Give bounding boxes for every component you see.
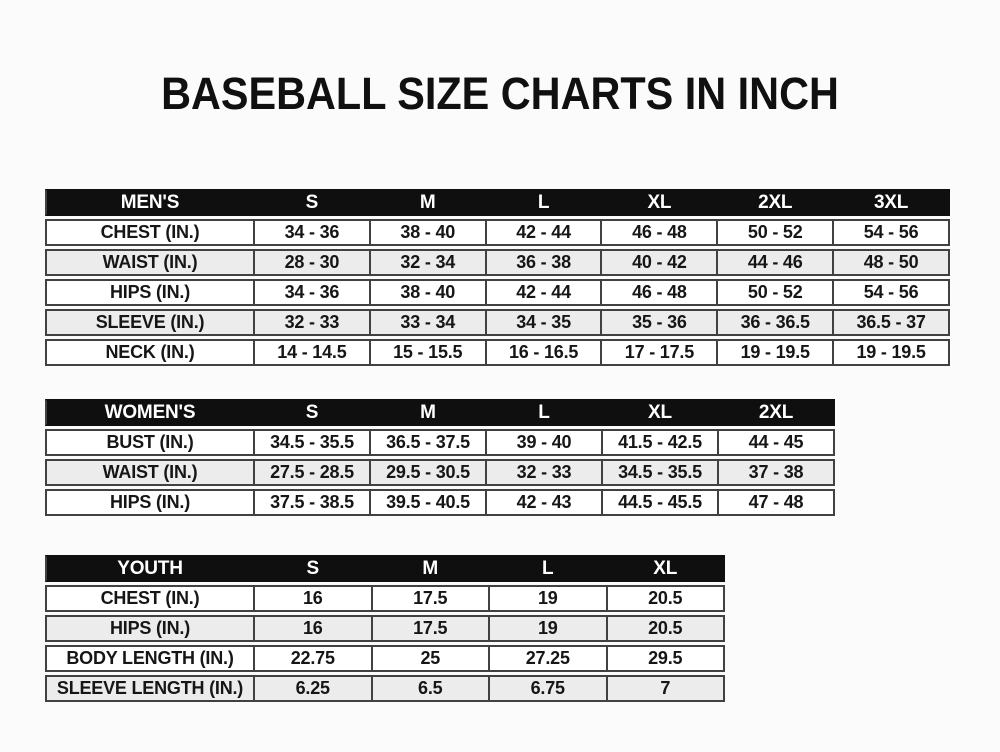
size-value-cell: 48 - 50: [834, 249, 950, 276]
measurement-label-cell: BODY LENGTH (IN.): [45, 645, 255, 672]
measurement-label-cell: SLEEVE LENGTH (IN.): [45, 675, 255, 702]
size-value-cell: 19: [490, 615, 608, 642]
size-value-cell: 6.25: [255, 675, 373, 702]
size-value-cell: 32 - 33: [487, 459, 603, 486]
youth-size-table: [45, 552, 725, 705]
measurement-label-cell: BUST (IN.): [45, 429, 255, 456]
size-value-cell: 38 - 40: [371, 219, 487, 246]
size-value-cell: 20.5: [608, 585, 726, 612]
size-value-cell: 16: [255, 615, 373, 642]
size-value-cell: 6.5: [373, 675, 491, 702]
size-column-header: S: [255, 189, 371, 216]
size-table-header-row: [45, 189, 950, 216]
mens-size-table: [45, 186, 950, 369]
size-value-cell: 34 - 35: [487, 309, 603, 336]
womens-size-table: [45, 396, 835, 519]
size-value-cell: 19 - 19.5: [834, 339, 950, 366]
size-value-cell: 17 - 17.5: [602, 339, 718, 366]
size-value-cell: 35 - 36: [602, 309, 718, 336]
size-column-header: S: [255, 399, 371, 426]
size-column-header: XL: [608, 555, 726, 582]
size-value-cell: 54 - 56: [834, 219, 950, 246]
size-value-cell: 6.75: [490, 675, 608, 702]
size-value-cell: 42 - 43: [487, 489, 603, 516]
size-value-cell: 27.25: [490, 645, 608, 672]
size-value-cell: 42 - 44: [487, 219, 603, 246]
size-value-cell: 25: [373, 645, 491, 672]
measurement-row: [45, 585, 725, 612]
measurement-label-cell: HIPS (IN.): [45, 279, 255, 306]
size-value-cell: 46 - 48: [602, 279, 718, 306]
size-column-header: 2XL: [719, 399, 835, 426]
size-value-cell: 28 - 30: [255, 249, 371, 276]
size-value-cell: 36.5 - 37: [834, 309, 950, 336]
page-title: BASEBALL SIZE CHARTS IN INCH: [161, 68, 839, 119]
size-value-cell: 34.5 - 35.5: [603, 459, 719, 486]
size-value-cell: 54 - 56: [834, 279, 950, 306]
size-column-header: L: [490, 555, 608, 582]
measurement-row: [45, 339, 950, 366]
measurement-label-cell: CHEST (IN.): [45, 585, 255, 612]
size-value-cell: 27.5 - 28.5: [255, 459, 371, 486]
measurement-row: [45, 309, 950, 336]
size-value-cell: 36.5 - 37.5: [371, 429, 487, 456]
size-value-cell: 39 - 40: [487, 429, 603, 456]
size-value-cell: 36 - 38: [487, 249, 603, 276]
size-column-header: L: [487, 399, 603, 426]
measurement-row: [45, 645, 725, 672]
size-value-cell: 38 - 40: [371, 279, 487, 306]
size-value-cell: 7: [608, 675, 726, 702]
table-group-name: YOUTH: [45, 555, 255, 582]
size-value-cell: 47 - 48: [719, 489, 835, 516]
size-table-header-row: [45, 555, 725, 582]
size-column-header: S: [255, 555, 373, 582]
size-table-header-row: [45, 399, 835, 426]
table-group-name: MEN'S: [45, 189, 255, 216]
table-group-name: WOMEN'S: [45, 399, 255, 426]
size-value-cell: 33 - 34: [371, 309, 487, 336]
measurement-row: [45, 675, 725, 702]
measurement-row: [45, 615, 725, 642]
size-value-cell: 17.5: [373, 615, 491, 642]
measurement-label-cell: HIPS (IN.): [45, 489, 255, 516]
size-value-cell: 42 - 44: [487, 279, 603, 306]
size-value-cell: 16 - 16.5: [487, 339, 603, 366]
measurement-row: [45, 429, 835, 456]
size-value-cell: 37.5 - 38.5: [255, 489, 371, 516]
measurement-row: [45, 249, 950, 276]
measurement-label-cell: SLEEVE (IN.): [45, 309, 255, 336]
size-value-cell: 44 - 46: [718, 249, 834, 276]
size-value-cell: 40 - 42: [602, 249, 718, 276]
size-value-cell: 37 - 38: [719, 459, 835, 486]
measurement-label-cell: CHEST (IN.): [45, 219, 255, 246]
size-column-header: XL: [602, 189, 718, 216]
size-value-cell: 19: [490, 585, 608, 612]
size-column-header: M: [371, 189, 487, 216]
measurement-label-cell: HIPS (IN.): [45, 615, 255, 642]
size-value-cell: 22.75: [255, 645, 373, 672]
measurement-row: [45, 279, 950, 306]
size-column-header: XL: [603, 399, 719, 426]
size-value-cell: 50 - 52: [718, 219, 834, 246]
measurement-row: [45, 489, 835, 516]
size-value-cell: 32 - 34: [371, 249, 487, 276]
size-value-cell: 34.5 - 35.5: [255, 429, 371, 456]
measurement-label-cell: WAIST (IN.): [45, 249, 255, 276]
size-column-header: 2XL: [718, 189, 834, 216]
size-value-cell: 19 - 19.5: [718, 339, 834, 366]
size-value-cell: 41.5 - 42.5: [603, 429, 719, 456]
size-value-cell: 39.5 - 40.5: [371, 489, 487, 516]
measurement-row: [45, 219, 950, 246]
size-column-header: 3XL: [834, 189, 950, 216]
size-column-header: M: [373, 555, 491, 582]
size-value-cell: 20.5: [608, 615, 726, 642]
size-value-cell: 29.5 - 30.5: [371, 459, 487, 486]
size-value-cell: 14 - 14.5: [255, 339, 371, 366]
size-value-cell: 17.5: [373, 585, 491, 612]
size-value-cell: 50 - 52: [718, 279, 834, 306]
size-value-cell: 32 - 33: [255, 309, 371, 336]
size-value-cell: 36 - 36.5: [718, 309, 834, 336]
measurement-label-cell: WAIST (IN.): [45, 459, 255, 486]
size-column-header: M: [371, 399, 487, 426]
size-value-cell: 34 - 36: [255, 279, 371, 306]
size-value-cell: 34 - 36: [255, 219, 371, 246]
measurement-label-cell: NECK (IN.): [45, 339, 255, 366]
size-value-cell: 44.5 - 45.5: [603, 489, 719, 516]
measurement-row: [45, 459, 835, 486]
size-value-cell: 15 - 15.5: [371, 339, 487, 366]
size-column-header: L: [487, 189, 603, 216]
size-value-cell: 29.5: [608, 645, 726, 672]
size-value-cell: 16: [255, 585, 373, 612]
size-value-cell: 44 - 45: [719, 429, 835, 456]
size-value-cell: 46 - 48: [602, 219, 718, 246]
